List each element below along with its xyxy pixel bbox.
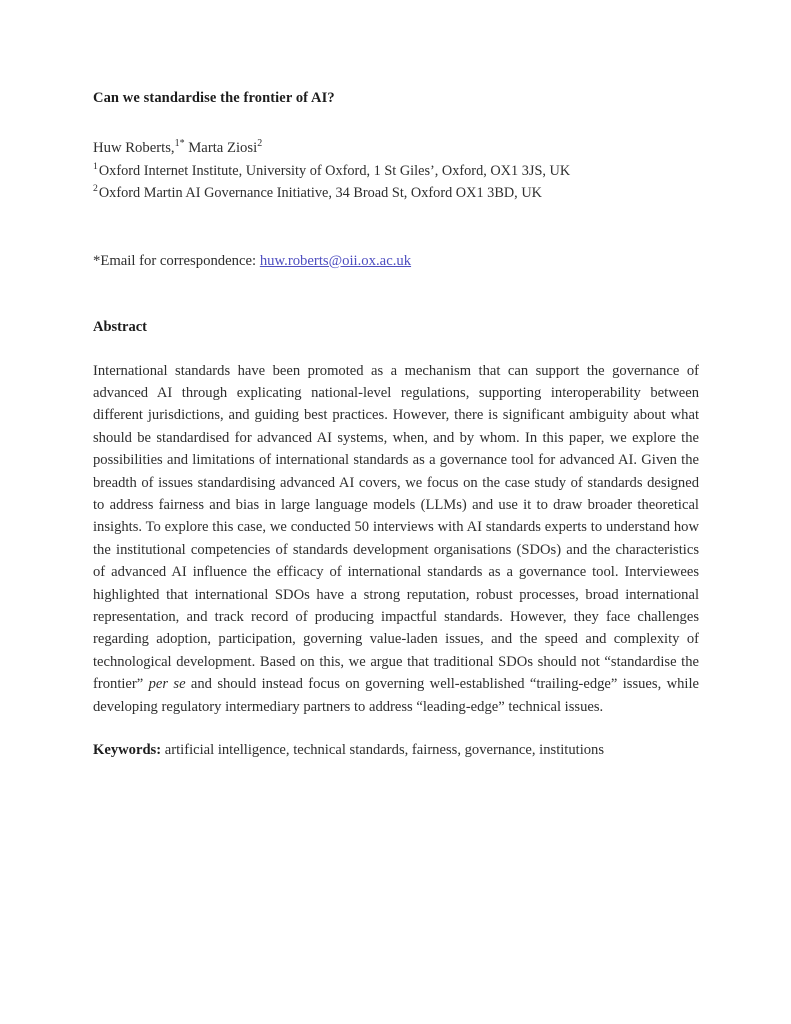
abstract-body [93, 360, 699, 719]
affiliation-line-2 [93, 182, 699, 205]
abstract-italic-term: per se [148, 676, 186, 693]
affiliation-marker-1: 1 [93, 160, 98, 172]
page-title: Can we standardise the frontier of AI? [93, 90, 335, 106]
correspondence-line [93, 250, 699, 272]
abstract-text-part-2: and should instead focus on governing well-established “trailing-edge” issues, while developing regulatory intermediary partners to address “leading-edge” technical issues. [93, 676, 700, 715]
affiliation-text-1: Oxford Internet Institute, University of Oxford, 1 St Giles’, Oxford, OX1 3JS, UK [98, 162, 571, 179]
keywords-line [93, 739, 699, 761]
correspondence-label: *Email for correspondence: [93, 252, 260, 269]
authors-block [93, 137, 699, 205]
keywords-value: artificial intelligence, technical standards, fairness, governance, institutions [161, 742, 605, 758]
author-line [93, 137, 699, 160]
affiliation-line-1 [93, 160, 699, 183]
keywords-label: Keywords: [93, 742, 162, 758]
abstract-heading: Abstract [93, 318, 147, 335]
author-name-2: Marta Ziosi [188, 140, 258, 156]
correspondence-email-link[interactable]: huw.roberts@oii.ox.ac.uk [259, 252, 412, 269]
affiliation-text-2: Oxford Martin AI Governance Initiative, 34 Broad St, Oxford OX1 3BD, UK [98, 185, 542, 201]
author-name-1: Huw Roberts, [93, 140, 175, 156]
abstract-text-part-1: International standards have been promoted as a mechanism that can support the governance of advanced AI through explicating national-level regulations, supporting interoperability between different jurisdictions, and guiding best practices. However, there is significant ambiguity about what should be standardised for advanced AI systems, when, and by whom. In this paper, we explore the possibilities and limitations of international standards as a governance tool for advanced AI. Given the breadth of issues standardising advanced AI covers, we focus on the case study of standards designed to address fairness and bias in large language models (LLMs) and use it to draw broader theoretical insights. To explore this case, we conducted 50 interviews with AI standards experts to understand how the institutional competencies of standards development organisations (SDOs) and the characteristics of advanced AI influence the efficacy of international standards as a governance tool. Interviewees highlighted that international SDOs have a strong reputation, robust processes, broad international representation, and track record of producing impactful standards. However, they face challenges regarding adoption, participation, governing value-laden issues, and the speed and complexity of technological development. Based on this, we argue that traditional SDOs should not “standardise the frontier” [93, 362, 699, 693]
author-1-affiliation-marker: 1* [174, 138, 185, 150]
affiliation-marker-2: 2 [93, 183, 98, 195]
author-2-affiliation-marker: 2 [257, 138, 263, 150]
page-content [93, 88, 699, 776]
